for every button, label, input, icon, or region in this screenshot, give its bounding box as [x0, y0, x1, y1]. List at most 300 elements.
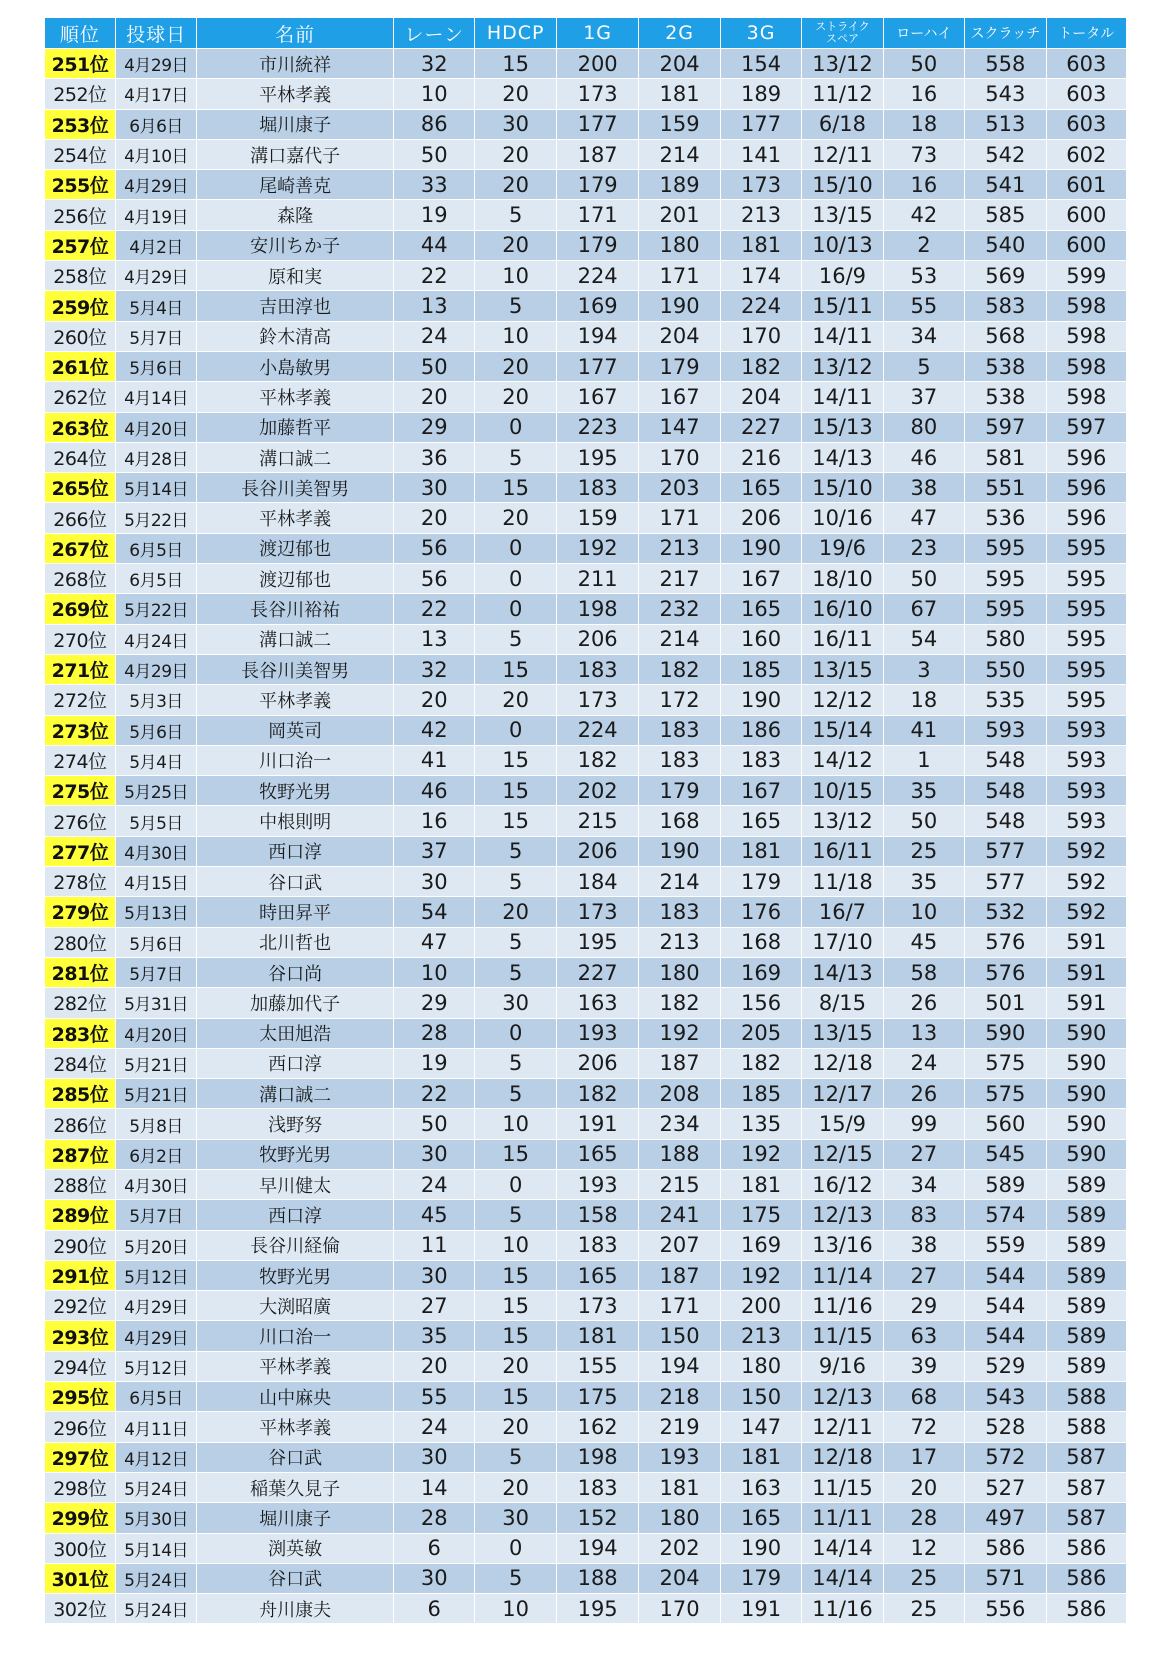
- cell-total: 591: [1046, 988, 1126, 1018]
- cell-strike-spare: 8/15: [802, 988, 883, 1018]
- cell-name: 谷口武: [197, 867, 394, 897]
- cell-name: 西口淳: [197, 1200, 394, 1230]
- cell-strike-spare: 10/16: [802, 503, 883, 533]
- cell-game2: 182: [639, 654, 720, 684]
- table-row: [45, 1503, 1127, 1533]
- cell-date: 5月3日: [115, 685, 196, 715]
- cell-game2: 180: [639, 957, 720, 987]
- cell-game2: 234: [639, 1109, 720, 1139]
- cell-game1: 177: [556, 109, 638, 139]
- cell-total: 593: [1046, 715, 1126, 745]
- cell-total: 589: [1046, 1321, 1126, 1351]
- table-row: [45, 1200, 1127, 1230]
- header-strike-spare: [802, 18, 883, 49]
- cell-strike-spare: 11/18: [802, 867, 883, 897]
- cell-total: 586: [1046, 1594, 1126, 1624]
- header-hdcp: HDCP: [475, 18, 556, 49]
- cell-game2: 204: [639, 49, 720, 79]
- cell-lane: 16: [394, 806, 475, 836]
- cell-lane: 36: [394, 442, 475, 472]
- cell-total: 596: [1046, 442, 1126, 472]
- cell-strike-spare: 11/16: [802, 1291, 883, 1321]
- cell-rank: 252位: [45, 79, 116, 109]
- cell-lane: 32: [394, 49, 475, 79]
- cell-game3: 167: [720, 564, 801, 594]
- cell-game1: 165: [556, 1260, 638, 1290]
- cell-low-high: 38: [883, 473, 964, 503]
- cell-strike-spare: 12/15: [802, 1139, 883, 1169]
- cell-lane: 47: [394, 927, 475, 957]
- header-scratch: スクラッチ: [965, 18, 1046, 49]
- cell-low-high: 72: [883, 1412, 964, 1442]
- cell-game3: 173: [720, 170, 801, 200]
- cell-strike-spare: 14/14: [802, 1533, 883, 1563]
- cell-game3: 170: [720, 321, 801, 351]
- table-row: [45, 503, 1127, 533]
- cell-date: 5月20日: [115, 1230, 196, 1260]
- cell-rank: 285位: [45, 1079, 116, 1109]
- cell-name: 鈴木清高: [197, 321, 394, 351]
- cell-date: 4月29日: [115, 654, 196, 684]
- cell-rank: 289位: [45, 1200, 116, 1230]
- table-row: [45, 897, 1127, 927]
- table-row: [45, 867, 1127, 897]
- cell-total: 600: [1046, 230, 1126, 260]
- cell-date: 4月2日: [115, 230, 196, 260]
- cell-strike-spare: 15/9: [802, 1109, 883, 1139]
- cell-game1: 227: [556, 957, 638, 987]
- cell-hdcp: 10: [475, 321, 556, 351]
- cell-scratch: 544: [965, 1260, 1046, 1290]
- cell-low-high: 17: [883, 1442, 964, 1472]
- cell-date: 6月5日: [115, 564, 196, 594]
- cell-game3: 183: [720, 745, 801, 775]
- cell-date: 4月17日: [115, 79, 196, 109]
- cell-rank: 292位: [45, 1291, 116, 1321]
- cell-scratch: 577: [965, 836, 1046, 866]
- cell-strike-spare: 16/10: [802, 594, 883, 624]
- cell-rank: 291位: [45, 1260, 116, 1290]
- cell-lane: 27: [394, 1291, 475, 1321]
- cell-lane: 29: [394, 988, 475, 1018]
- cell-low-high: 26: [883, 1079, 964, 1109]
- cell-lane: 20: [394, 382, 475, 412]
- cell-game3: 186: [720, 715, 801, 745]
- cell-rank: 271位: [45, 654, 116, 684]
- cell-low-high: 25: [883, 836, 964, 866]
- cell-low-high: 13: [883, 1018, 964, 1048]
- cell-total: 598: [1046, 291, 1126, 321]
- cell-game2: 147: [639, 412, 720, 442]
- cell-game3: 150: [720, 1382, 801, 1412]
- cell-hdcp: 5: [475, 957, 556, 987]
- cell-low-high: 50: [883, 564, 964, 594]
- cell-game1: 224: [556, 261, 638, 291]
- cell-total: 592: [1046, 836, 1126, 866]
- cell-game2: 188: [639, 1139, 720, 1169]
- cell-hdcp: 5: [475, 836, 556, 866]
- cell-rank: 297位: [45, 1442, 116, 1472]
- cell-strike-spare: 14/12: [802, 745, 883, 775]
- cell-hdcp: 15: [475, 806, 556, 836]
- table-row: [45, 79, 1127, 109]
- cell-name: 平林孝義: [197, 382, 394, 412]
- cell-game2: 180: [639, 1503, 720, 1533]
- cell-game2: 194: [639, 1351, 720, 1381]
- table-row: [45, 1018, 1127, 1048]
- cell-rank: 274位: [45, 745, 116, 775]
- cell-game1: 191: [556, 1109, 638, 1139]
- cell-total: 592: [1046, 897, 1126, 927]
- cell-rank: 256位: [45, 200, 116, 230]
- cell-scratch: 538: [965, 382, 1046, 412]
- cell-low-high: 99: [883, 1109, 964, 1139]
- cell-low-high: 35: [883, 776, 964, 806]
- cell-hdcp: 0: [475, 533, 556, 563]
- cell-lane: 50: [394, 1109, 475, 1139]
- cell-scratch: 532: [965, 897, 1046, 927]
- cell-strike-spare: 15/10: [802, 170, 883, 200]
- cell-game3: 147: [720, 1412, 801, 1442]
- cell-lane: 30: [394, 1442, 475, 1472]
- cell-date: 4月29日: [115, 1291, 196, 1321]
- cell-strike-spare: 16/11: [802, 624, 883, 654]
- cell-low-high: 20: [883, 1472, 964, 1502]
- cell-scratch: 589: [965, 1169, 1046, 1199]
- cell-rank: 273位: [45, 715, 116, 745]
- cell-name: 長谷川裕祐: [197, 594, 394, 624]
- cell-total: 593: [1046, 776, 1126, 806]
- cell-lane: 13: [394, 624, 475, 654]
- table-row: [45, 351, 1127, 381]
- cell-game2: 171: [639, 503, 720, 533]
- cell-game2: 170: [639, 442, 720, 472]
- cell-hdcp: 20: [475, 1351, 556, 1381]
- cell-low-high: 54: [883, 624, 964, 654]
- cell-game3: 154: [720, 49, 801, 79]
- cell-scratch: 576: [965, 927, 1046, 957]
- cell-date: 5月14日: [115, 1533, 196, 1563]
- cell-game3: 167: [720, 776, 801, 806]
- table-row: [45, 109, 1127, 139]
- table-row: [45, 685, 1127, 715]
- cell-game3: 213: [720, 1321, 801, 1351]
- cell-name: 渡辺郁也: [197, 564, 394, 594]
- cell-strike-spare: 14/14: [802, 1563, 883, 1593]
- cell-date: 4月11日: [115, 1412, 196, 1442]
- cell-game3: 181: [720, 1169, 801, 1199]
- cell-low-high: 80: [883, 412, 964, 442]
- cell-hdcp: 5: [475, 624, 556, 654]
- table-row: [45, 654, 1127, 684]
- cell-strike-spare: 12/18: [802, 1048, 883, 1078]
- cell-game1: 171: [556, 200, 638, 230]
- cell-hdcp: 5: [475, 200, 556, 230]
- cell-game3: 190: [720, 685, 801, 715]
- cell-date: 5月12日: [115, 1260, 196, 1290]
- header-spare-label: スペア: [825, 32, 859, 45]
- cell-hdcp: 0: [475, 594, 556, 624]
- cell-date: 5月5日: [115, 806, 196, 836]
- cell-scratch: 559: [965, 1230, 1046, 1260]
- cell-game1: 195: [556, 1594, 638, 1624]
- cell-game1: 182: [556, 745, 638, 775]
- cell-date: 6月6日: [115, 109, 196, 139]
- cell-rank: 283位: [45, 1018, 116, 1048]
- cell-game1: 165: [556, 1139, 638, 1169]
- cell-name: 稲葉久見子: [197, 1472, 394, 1502]
- cell-total: 587: [1046, 1503, 1126, 1533]
- cell-low-high: 50: [883, 49, 964, 79]
- cell-scratch: 575: [965, 1079, 1046, 1109]
- cell-game2: 181: [639, 1472, 720, 1502]
- cell-game1: 183: [556, 473, 638, 503]
- cell-name: 牧野光男: [197, 1260, 394, 1290]
- cell-scratch: 542: [965, 139, 1046, 169]
- cell-low-high: 28: [883, 1503, 964, 1533]
- cell-game2: 180: [639, 230, 720, 260]
- cell-hdcp: 0: [475, 1533, 556, 1563]
- cell-low-high: 1: [883, 745, 964, 775]
- cell-low-high: 41: [883, 715, 964, 745]
- cell-strike-spare: 15/13: [802, 412, 883, 442]
- cell-total: 601: [1046, 170, 1126, 200]
- cell-low-high: 50: [883, 806, 964, 836]
- cell-name: 尾崎善克: [197, 170, 394, 200]
- cell-rank: 302位: [45, 1594, 116, 1624]
- cell-game2: 214: [639, 139, 720, 169]
- cell-total: 589: [1046, 1200, 1126, 1230]
- cell-total: 596: [1046, 473, 1126, 503]
- cell-game1: 193: [556, 1018, 638, 1048]
- cell-name: 早川健太: [197, 1169, 394, 1199]
- cell-lane: 32: [394, 654, 475, 684]
- cell-strike-spare: 9/16: [802, 1351, 883, 1381]
- cell-game2: 232: [639, 594, 720, 624]
- cell-game2: 190: [639, 836, 720, 866]
- cell-lane: 22: [394, 594, 475, 624]
- cell-low-high: 23: [883, 533, 964, 563]
- table-row: [45, 1382, 1127, 1412]
- cell-scratch: 529: [965, 1351, 1046, 1381]
- cell-game3: 179: [720, 1563, 801, 1593]
- cell-total: 593: [1046, 745, 1126, 775]
- cell-game3: 169: [720, 957, 801, 987]
- cell-rank: 278位: [45, 867, 116, 897]
- cell-game1: 193: [556, 1169, 638, 1199]
- cell-scratch: 548: [965, 745, 1046, 775]
- table-row: [45, 1139, 1127, 1169]
- cell-game1: 163: [556, 988, 638, 1018]
- cell-game3: 191: [720, 1594, 801, 1624]
- cell-name: 谷口武: [197, 1442, 394, 1472]
- cell-total: 590: [1046, 1018, 1126, 1048]
- cell-game1: 183: [556, 1472, 638, 1502]
- cell-lane: 45: [394, 1200, 475, 1230]
- cell-name: 堀川康子: [197, 109, 394, 139]
- cell-game2: 207: [639, 1230, 720, 1260]
- cell-rank: 293位: [45, 1321, 116, 1351]
- cell-lane: 20: [394, 503, 475, 533]
- cell-scratch: 572: [965, 1442, 1046, 1472]
- cell-total: 603: [1046, 109, 1126, 139]
- header-date: 投球日: [115, 18, 196, 49]
- cell-low-high: 5: [883, 351, 964, 381]
- cell-rank: 259位: [45, 291, 116, 321]
- cell-name: 川口治一: [197, 1321, 394, 1351]
- cell-hdcp: 15: [475, 654, 556, 684]
- cell-date: 4月12日: [115, 1442, 196, 1472]
- cell-game1: 179: [556, 170, 638, 200]
- cell-scratch: 576: [965, 957, 1046, 987]
- cell-low-high: 55: [883, 291, 964, 321]
- cell-name: 谷口尚: [197, 957, 394, 987]
- table-body: [45, 49, 1127, 1624]
- cell-strike-spare: 18/10: [802, 564, 883, 594]
- cell-total: 595: [1046, 594, 1126, 624]
- cell-game1: 211: [556, 564, 638, 594]
- table-row: [45, 1109, 1127, 1139]
- cell-low-high: 18: [883, 109, 964, 139]
- table-row: [45, 200, 1127, 230]
- cell-total: 587: [1046, 1442, 1126, 1472]
- cell-lane: 22: [394, 261, 475, 291]
- cell-game3: 177: [720, 109, 801, 139]
- cell-scratch: 543: [965, 1382, 1046, 1412]
- cell-lane: 13: [394, 291, 475, 321]
- cell-strike-spare: 14/13: [802, 957, 883, 987]
- cell-game1: 181: [556, 1321, 638, 1351]
- cell-name: 浅野努: [197, 1109, 394, 1139]
- cell-low-high: 53: [883, 261, 964, 291]
- cell-rank: 282位: [45, 988, 116, 1018]
- cell-date: 5月7日: [115, 1200, 196, 1230]
- cell-game1: 175: [556, 1382, 638, 1412]
- cell-game2: 183: [639, 897, 720, 927]
- cell-rank: 295位: [45, 1382, 116, 1412]
- cell-strike-spare: 13/16: [802, 1230, 883, 1260]
- cell-game1: 198: [556, 594, 638, 624]
- cell-date: 5月21日: [115, 1048, 196, 1078]
- cell-lane: 37: [394, 836, 475, 866]
- cell-low-high: 24: [883, 1048, 964, 1078]
- header-rank: 順位: [45, 18, 116, 49]
- cell-rank: 272位: [45, 685, 116, 715]
- cell-name: 北川哲也: [197, 927, 394, 957]
- cell-hdcp: 30: [475, 109, 556, 139]
- cell-game2: 201: [639, 200, 720, 230]
- cell-game3: 165: [720, 806, 801, 836]
- cell-lane: 30: [394, 1139, 475, 1169]
- cell-game3: 168: [720, 927, 801, 957]
- cell-game3: 189: [720, 79, 801, 109]
- cell-game3: 182: [720, 351, 801, 381]
- cell-rank: 262位: [45, 382, 116, 412]
- cell-strike-spare: 16/12: [802, 1169, 883, 1199]
- header-total: トータル: [1046, 18, 1126, 49]
- table-row: [45, 1230, 1127, 1260]
- header-lane: レーン: [394, 18, 475, 49]
- cell-name: 平林孝義: [197, 685, 394, 715]
- cell-strike-spare: 15/11: [802, 291, 883, 321]
- cell-rank: 255位: [45, 170, 116, 200]
- cell-game3: 192: [720, 1139, 801, 1169]
- cell-date: 5月30日: [115, 1503, 196, 1533]
- cell-rank: 296位: [45, 1412, 116, 1442]
- cell-rank: 284位: [45, 1048, 116, 1078]
- header-game1: 1G: [556, 18, 638, 49]
- cell-total: 591: [1046, 957, 1126, 987]
- cell-rank: 258位: [45, 261, 116, 291]
- cell-scratch: 569: [965, 261, 1046, 291]
- cell-strike-spare: 10/15: [802, 776, 883, 806]
- cell-game2: 208: [639, 1079, 720, 1109]
- cell-rank: 287位: [45, 1139, 116, 1169]
- cell-date: 6月2日: [115, 1139, 196, 1169]
- cell-total: 598: [1046, 382, 1126, 412]
- cell-total: 598: [1046, 351, 1126, 381]
- cell-low-high: 47: [883, 503, 964, 533]
- cell-date: 4月30日: [115, 836, 196, 866]
- cell-strike-spare: 15/10: [802, 473, 883, 503]
- cell-total: 588: [1046, 1412, 1126, 1442]
- cell-date: 4月20日: [115, 412, 196, 442]
- header-low-high: ローハイ: [883, 18, 964, 49]
- cell-hdcp: 20: [475, 230, 556, 260]
- cell-name: 西口淳: [197, 1048, 394, 1078]
- cell-date: 4月15日: [115, 867, 196, 897]
- table-row: [45, 564, 1127, 594]
- cell-hdcp: 15: [475, 1260, 556, 1290]
- cell-scratch: 593: [965, 715, 1046, 745]
- cell-name: 溝口誠二: [197, 442, 394, 472]
- table-row: [45, 624, 1127, 654]
- cell-low-high: 26: [883, 988, 964, 1018]
- cell-game2: 214: [639, 624, 720, 654]
- cell-game3: 175: [720, 1200, 801, 1230]
- cell-date: 5月31日: [115, 988, 196, 1018]
- cell-lane: 20: [394, 1351, 475, 1381]
- cell-lane: 50: [394, 139, 475, 169]
- cell-total: 590: [1046, 1048, 1126, 1078]
- cell-hdcp: 15: [475, 745, 556, 775]
- cell-low-high: 83: [883, 1200, 964, 1230]
- cell-game1: 169: [556, 291, 638, 321]
- cell-game2: 203: [639, 473, 720, 503]
- cell-total: 592: [1046, 867, 1126, 897]
- cell-rank: 260位: [45, 321, 116, 351]
- cell-low-high: 25: [883, 1563, 964, 1593]
- cell-hdcp: 5: [475, 1563, 556, 1593]
- cell-scratch: 577: [965, 867, 1046, 897]
- cell-hdcp: 0: [475, 715, 556, 745]
- cell-hdcp: 15: [475, 1291, 556, 1321]
- cell-lane: 86: [394, 109, 475, 139]
- cell-strike-spare: 13/15: [802, 654, 883, 684]
- cell-date: 5月14日: [115, 473, 196, 503]
- cell-total: 589: [1046, 1351, 1126, 1381]
- cell-hdcp: 0: [475, 1169, 556, 1199]
- cell-game1: 173: [556, 79, 638, 109]
- cell-lane: 14: [394, 1472, 475, 1502]
- cell-name: 舟川康夫: [197, 1594, 394, 1624]
- cell-name: 安川ちか子: [197, 230, 394, 260]
- cell-low-high: 58: [883, 957, 964, 987]
- header-strike-label: ストライク: [815, 20, 870, 33]
- cell-low-high: 37: [883, 382, 964, 412]
- cell-total: 587: [1046, 1472, 1126, 1502]
- cell-game1: 162: [556, 1412, 638, 1442]
